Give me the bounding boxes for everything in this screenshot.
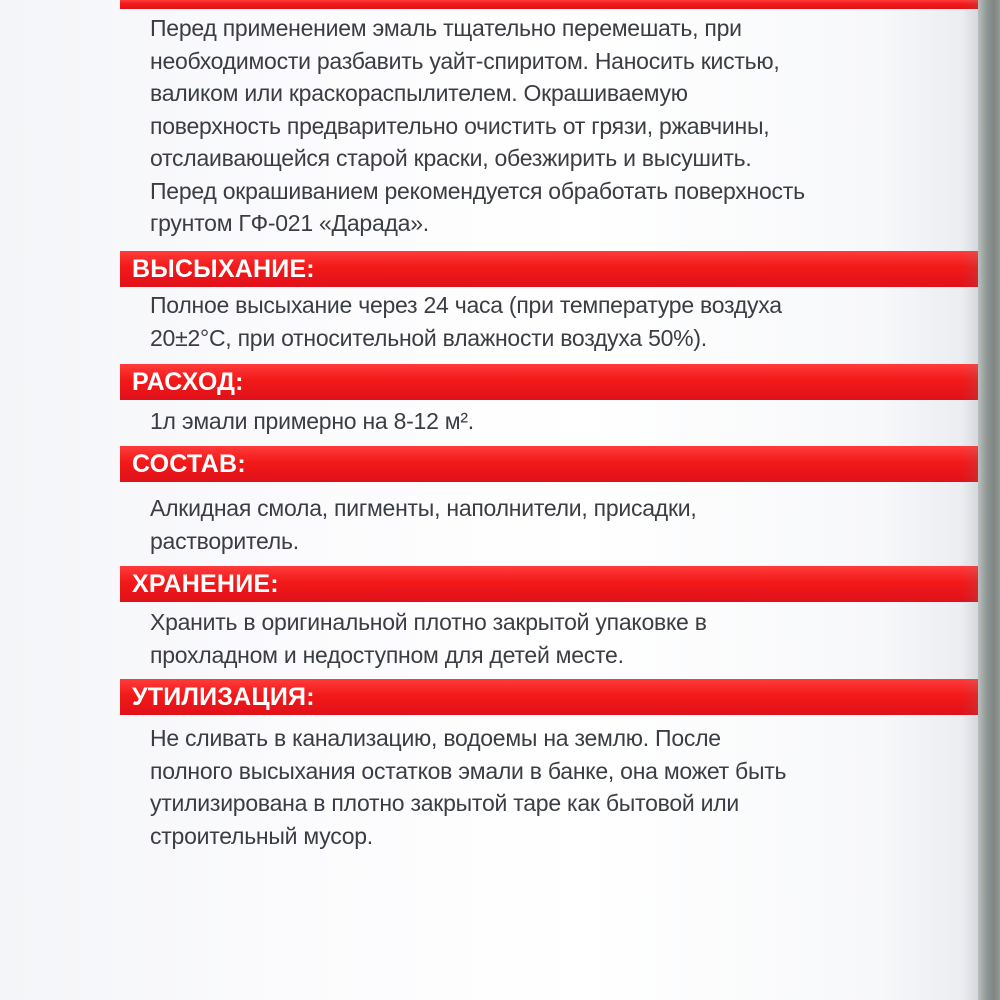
section-title: ВЫСЫХАНИЕ: xyxy=(132,255,315,283)
label-edge-shadow xyxy=(962,0,978,1000)
text-line: 20±2°С, при относительной влажности воздуха 50%). xyxy=(150,324,707,351)
storage-text xyxy=(150,606,960,671)
text-line: строительный мусор. xyxy=(150,822,373,849)
disposal-text xyxy=(150,722,960,852)
text-line: необходимости разбавить уайт-спиритом. Наносить кистью, xyxy=(150,47,780,74)
application-instructions-text xyxy=(150,12,960,240)
text-line: поверхность предварительно очистить от грязи, ржавчины, xyxy=(150,112,770,139)
section-header-consumption xyxy=(120,364,978,400)
metal-can-edge xyxy=(978,0,1000,1000)
section-bar-top-cropped xyxy=(120,0,978,9)
text-line: валиком или краскораспылителем. Окрашиваемую xyxy=(150,80,688,106)
text-line: полного высыхания остатков эмали в банке, она может быть xyxy=(150,757,787,784)
text-line: Перед применением эмаль тщательно перемешать, при xyxy=(150,15,742,41)
section-title: УТИЛИЗАЦИЯ: xyxy=(132,683,315,711)
text-line: 1л эмали примерно на 8-12 м². xyxy=(150,408,474,434)
text-line: Полное высыхание через 24 часа (при температуре воздуха xyxy=(150,292,782,318)
section-header-drying xyxy=(120,251,978,287)
drying-text xyxy=(150,289,960,354)
section-title: СОСТАВ: xyxy=(132,450,246,478)
text-line: отслаивающейся старой краски, обезжирить и высушить. xyxy=(150,145,752,171)
composition-text xyxy=(150,492,960,557)
section-header-storage xyxy=(120,566,978,602)
section-header-disposal xyxy=(120,679,978,715)
text-line: Алкидная смола, пигменты, наполнители, присадки, xyxy=(150,495,697,521)
text-line: прохладном и недоступном для детей месте. xyxy=(150,641,624,668)
section-header-composition xyxy=(120,446,978,482)
text-line: грунтом ГФ-021 «Дарада». xyxy=(150,210,429,236)
text-line: Хранить в оригинальной плотно закрытой упаковке в xyxy=(150,609,707,635)
section-title: РАСХОД: xyxy=(132,368,244,396)
text-line: Не сливать в канализацию, водоемы на землю. После xyxy=(150,725,721,751)
consumption-text xyxy=(150,405,960,438)
text-line: Перед окрашиванием рекомендуется обработать поверхность xyxy=(150,177,805,204)
text-line: растворитель. xyxy=(150,527,299,554)
section-title: ХРАНЕНИЕ: xyxy=(132,570,279,598)
text-line: утилизирована в плотно закрытой таре как бытовой или xyxy=(150,790,739,816)
